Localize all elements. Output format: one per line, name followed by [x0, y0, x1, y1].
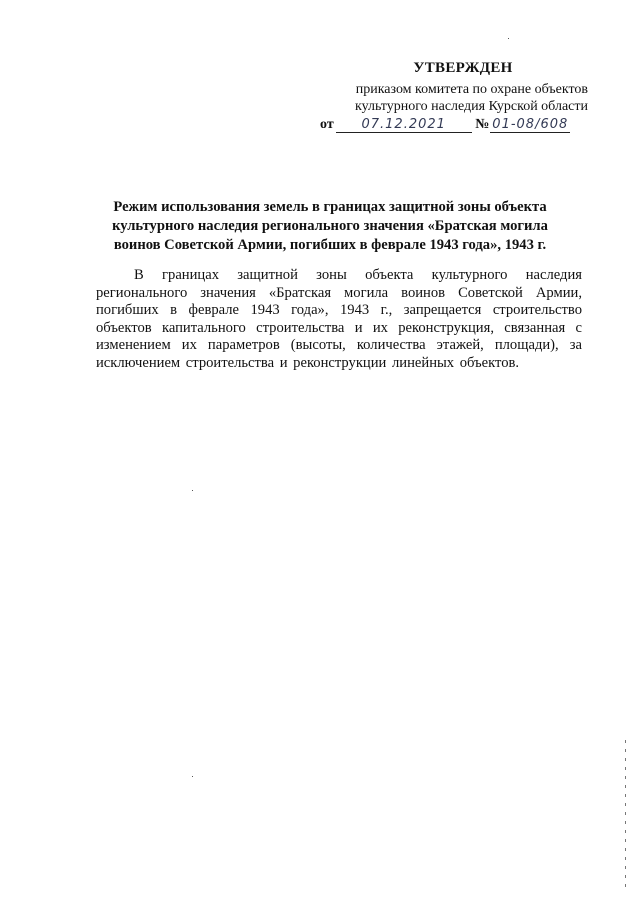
date-label: от: [320, 117, 334, 132]
approval-line-committee: приказом комитета по охране объектов: [355, 82, 588, 97]
scan-speck: [508, 38, 509, 39]
document-title: Режим использования земель в границах защитной зоны объекта культурного наследия регионального значения «Братская могила воинов Советской Армии, погибших в феврале 1943 года», 1943 г.: [112, 199, 548, 253]
approval-line-region: культурного наследия Курской области: [354, 99, 588, 114]
handwritten-order-number: 01-08/608: [490, 117, 570, 133]
approval-block: [318, 60, 588, 133]
number-label: №: [475, 117, 490, 132]
regulation-paragraph: В границах защитной зоны объекта культурного наследия регионального значения «Братская могила воинов Советской Армии, погибших в феврале 1943 года», 1943 г., запрещается строительство объектов капитального строительства и их реконструкция, связанная с изменением их параметров (высоты, количества этажей, площади), за исключением строительства и реконструкции линейных объектов.: [96, 267, 582, 371]
approval-heading: УТВЕРЖДЕН: [413, 60, 513, 76]
handwritten-date: 07.12.2021: [336, 117, 472, 133]
scan-edge-mark: [625, 740, 626, 890]
approval-date-number-row: [318, 116, 588, 133]
scan-speck: [192, 776, 193, 777]
scan-speck: [192, 490, 193, 491]
